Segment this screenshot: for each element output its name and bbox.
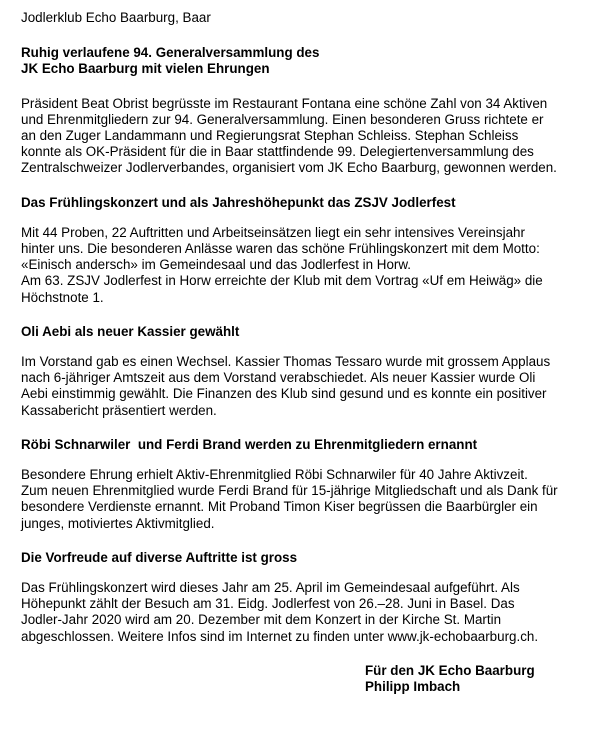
- section-title: Röbi Schnarwiler und Ferdi Brand werden zu Ehrenmitgliedern ernannt: [21, 436, 478, 452]
- paragraph-line: Höchstnote 1.: [21, 289, 104, 305]
- headline: [21, 45, 581, 77]
- paragraph-line: an den Zuger Landammann und Regierungsrat Stephan Schleiss. Stephan Schleiss: [21, 128, 519, 144]
- paragraph-line: Höhepunkt zählt der Besuch am 31. Eidg. Jodlerfest von 26.–28. Juni in Basel. Das: [21, 596, 515, 612]
- paragraph-line: Das Frühlingskonzert wird dieses Jahr am 25. April im Gemeindesaal aufgeführt. Als: [21, 580, 520, 596]
- signature-name: Philipp Imbach: [365, 679, 461, 695]
- paragraph-line: abgeschlossen. Weitere Infos sind im Internet zu finden unter www.jk-echobaarburg.ch.: [21, 628, 539, 644]
- paragraph-line: Präsident Beat Obrist begrüsste im Restaurant Fontana eine schöne Zahl von 34 Aktiven: [21, 95, 548, 111]
- paragraph-line: nach 6-jähriger Amtszeit aus dem Vorstand verabschiedet. Als neuer Kassier wurde Oli: [21, 370, 536, 386]
- paragraph-line: hinter uns. Die besonderen Anlässe waren das schöne Frühlingskonzert mit dem Motto:: [21, 241, 540, 257]
- paragraph-line: Am 63. ZSJV Jodlerfest in Horw erreichte der Klub mit dem Vortrag «Uf em Heiwäg» die: [21, 273, 543, 289]
- paragraph-line: konnte als OK-Präsident für die in Baar stattfindende 99. Delegiertenversammlung des: [21, 144, 534, 160]
- section-paragraph: [21, 580, 581, 645]
- section-paragraph: [21, 354, 581, 419]
- signature-line: Für den JK Echo Baarburg: [365, 662, 535, 678]
- intro-paragraph: [21, 96, 581, 177]
- paragraph-line: Aebi einstimmig gewählt. Die Finanzen des Klub sind gesund und es konnte ein positiver: [21, 386, 547, 402]
- section-title: Das Frühlingskonzert und als Jahreshöhepunkt das ZSJV Jodlerfest: [21, 194, 456, 210]
- paragraph-line: Besondere Ehrung erhielt Aktiv-Ehrenmitglied Röbi Schnarwiler für 40 Jahre Aktivzeit.: [21, 467, 528, 483]
- section-title: Die Vorfreude auf diverse Auftritte ist gross: [21, 549, 298, 565]
- paragraph-line: «Einisch andersch» im Gemeindesaal und das Jodlerfest in Horw.: [21, 257, 412, 273]
- section-paragraph: [21, 467, 581, 532]
- paragraph-line: Kassabericht präsentiert werden.: [21, 402, 217, 418]
- paragraph-line: und Ehrenmitgliedern zur 94. Generalversammlung. Einen besonderen Gruss richtete er: [21, 111, 544, 127]
- headline-line: JK Echo Baarburg mit vielen Ehrungen: [21, 61, 270, 77]
- signature: [365, 663, 581, 695]
- headline-line: Ruhig verlaufene 94. Generalversammlung des: [21, 45, 320, 61]
- paragraph-line: besondere Verdienste ernannt. Mit Proband Timon Kiser begrüssen die Baarbürgler ein: [21, 499, 538, 515]
- paragraph-line: Zentralschweizer Jodlerverbandes, organisiert vom JK Echo Baarburg, gewonnen werden.: [21, 160, 557, 176]
- organization-name: Jodlerklub Echo Baarburg, Baar: [21, 10, 211, 25]
- paragraph-line: Jodler-Jahr 2020 wird am 20. Dezember mit dem Konzert in der Kirche St. Martin: [21, 612, 502, 628]
- section-title: Oli Aebi als neuer Kassier gewählt: [21, 323, 240, 339]
- paragraph-line: Im Vorstand gab es einen Wechsel. Kassier Thomas Tessaro wurde mit grossem Applaus: [21, 354, 551, 370]
- paragraph-line: junges, motiviertes Aktivmitglied.: [21, 515, 215, 531]
- section-paragraph: [21, 225, 581, 306]
- paragraph-line: Mit 44 Proben, 22 Auftritten und Arbeitseinsätzen liegt ein sehr intensives Vereinsjahr: [21, 224, 525, 240]
- paragraph-line: Zum neuen Ehrenmitglied wurde Ferdi Brand für 15-jährige Mitgliedschaft und als Dank für: [21, 483, 558, 499]
